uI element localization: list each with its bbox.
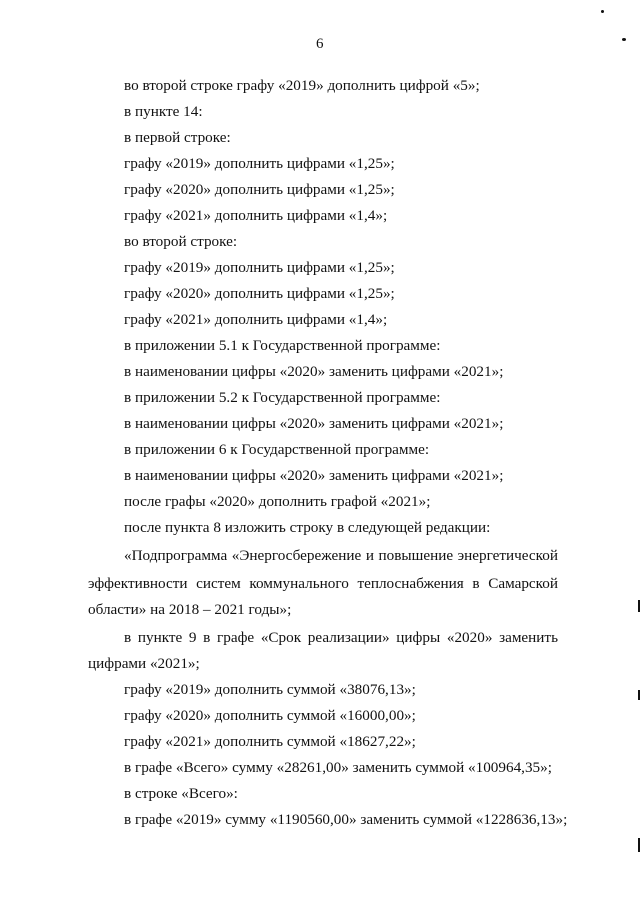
text-line: во второй строке: [124,233,238,250]
paragraph-subprogram-line-3: области» на 2018 – 2021 годы»; [88,601,292,618]
paragraph-point9-line-1: в пункте 9 в графе «Срок реализации» цифры «2020» заменить [124,629,558,646]
text-line: в приложении 5.2 к Государственной программе: [124,389,441,406]
paragraph-point9-line-2: цифрами «2021»; [88,655,200,672]
scan-speck [601,10,604,13]
text-line: графу «2021» дополнить цифрами «1,4»; [124,311,388,328]
text-line: графу «2020» дополнить цифрами «1,25»; [124,285,395,302]
text-line: после пункта 8 изложить строку в следующей редакции: [124,519,491,536]
text-line: графу «2019» дополнить суммой «38076,13»; [124,681,416,698]
text-line: в графе «2019» сумму «1190560,00» заменить суммой «1228636,13»; [124,811,568,828]
text-line: графу «2019» дополнить цифрами «1,25»; [124,259,395,276]
text-line: графу «2021» дополнить цифрами «1,4»; [124,207,388,224]
text-line: в приложении 5.1 к Государственной программе: [124,337,441,354]
text-line: графу «2021» дополнить суммой «18627,22»; [124,733,416,750]
text-line: графу «2020» дополнить суммой «16000,00»; [124,707,416,724]
text-line: в первой строке: [124,129,231,146]
text-line: в приложении 6 к Государственной программе: [124,441,430,458]
text-line: графу «2019» дополнить цифрами «1,25»; [124,155,395,172]
text-line: в графе «Всего» сумму «28261,00» заменить суммой «100964,35»; [124,759,552,776]
paragraph-subprogram-line-1: «Подпрограмма «Энергосбережение и повышение энергетической [124,547,558,564]
text-line: после графы «2020» дополнить графой «2021»; [124,493,431,510]
text-line: в строке «Всего»: [124,785,238,802]
text-line: в наименовании цифры «2020» заменить цифрами «2021»; [124,415,504,432]
text-line: в пункте 14: [124,103,203,120]
text-line: во второй строке графу «2019» дополнить цифрой «5»; [124,77,480,94]
text-line: в наименовании цифры «2020» заменить цифрами «2021»; [124,467,504,484]
text-line: в наименовании цифры «2020» заменить цифрами «2021»; [124,363,504,380]
paragraph-subprogram-line-2: эффективности систем коммунального теплоснабжения в Самарской [88,575,558,592]
page-number: 6 [316,36,324,52]
text-line: графу «2020» дополнить цифрами «1,25»; [124,181,395,198]
